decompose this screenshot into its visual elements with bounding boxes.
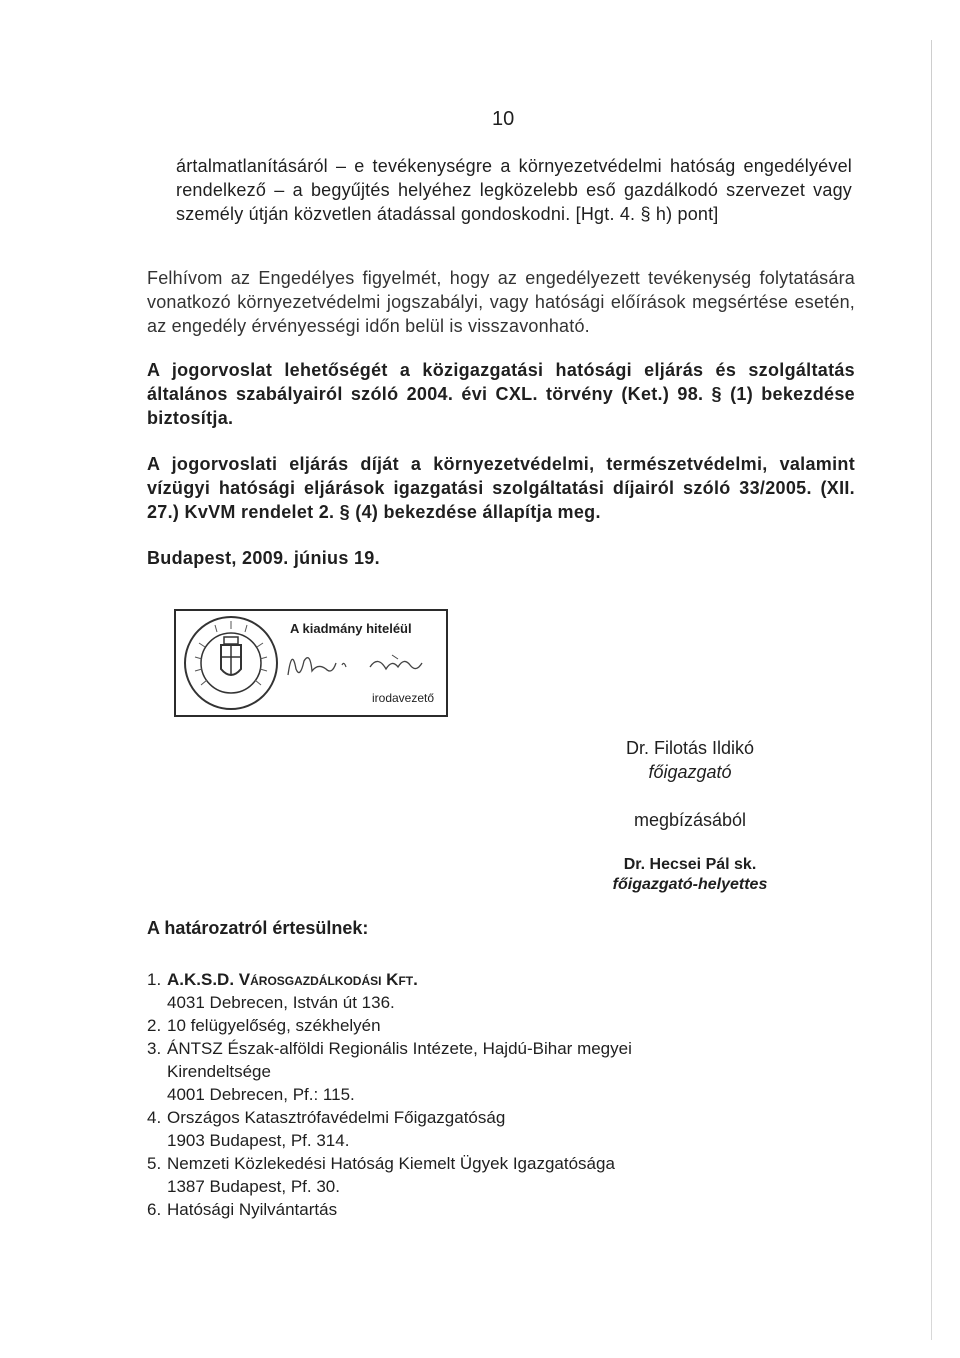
paragraph-legal-remedy: A jogorvoslat lehetőségét a közigazgatási hatósági eljárás és szolgáltatás általános szabályairól szóló 2004. évi CXL. törvény (Ket.) 98. § (1) bekezdése biztosítja. <box>147 360 855 428</box>
list-item <box>147 1106 855 1152</box>
recipients-heading: A határozatról értesülnek: <box>147 918 369 938</box>
recipient-address: 4031 Debrecen, István út 136. <box>167 993 395 1012</box>
list-item <box>147 1014 855 1037</box>
official-seal-icon <box>181 613 281 713</box>
issue-date: Budapest, 2009. június 19. <box>147 548 380 568</box>
item-number: 4. <box>147 1108 162 1127</box>
list-item <box>147 968 855 1014</box>
recipient-name: Országos Katasztrófavédelmi Főigazgatóság <box>167 1108 506 1127</box>
recipient-name: 10 felügyelőség, székhelyén <box>167 1016 381 1035</box>
deputy-title: főigazgató-helyettes <box>612 876 768 893</box>
item-number: 1. <box>147 970 162 989</box>
item-number: 2. <box>147 1016 162 1035</box>
on-behalf-of: megbízásából <box>633 810 747 830</box>
handwritten-signature <box>282 641 432 685</box>
item-number: 5. <box>147 1154 162 1173</box>
stamp-title: A kiadmány hiteléül <box>290 621 412 636</box>
recipient-address: 1387 Budapest, Pf. 30. <box>167 1177 340 1196</box>
signatory-name: Dr. Filotás Ildikó <box>625 738 755 758</box>
stamp-role: irodavezető <box>372 691 435 705</box>
authentication-stamp <box>174 609 448 717</box>
recipient-name: A.K.S.D. Városgazdálkodási Kft. <box>167 970 418 989</box>
page-number: 10 <box>492 108 515 130</box>
recipient-name: Nemzeti Közlekedési Hatóság Kiemelt Ügyek Igazgatósága <box>167 1154 615 1173</box>
page-edge-line <box>931 40 932 1340</box>
recipient-name-continued: Kirendeltsége <box>167 1062 271 1081</box>
signatory-title: főigazgató <box>648 762 732 782</box>
deputy-name: Dr. Hecsei Pál sk. <box>623 856 757 873</box>
item-number: 6. <box>147 1200 162 1219</box>
paragraph-remedy-fee: A jogorvoslati eljárás díját a környezetvédelmi, természetvédelmi, valamint vízügyi hatósági eljárások igazgatási szolgáltatási díjairól szóló 33/2005. (XII. 27.) KvVM rendelet 2. § (4) bekezdése állapítja meg. <box>147 454 855 522</box>
recipient-name: Hatósági Nyilvántartás <box>167 1200 338 1219</box>
list-item <box>147 1198 855 1221</box>
recipient-name: ÁNTSZ Észak-alföldi Regionális Intézete, Hajdú-Bihar megyei <box>167 1039 632 1058</box>
recipients-list <box>147 968 855 1221</box>
recipient-address: 4001 Debrecen, Pf.: 115. <box>167 1085 355 1104</box>
paragraph-disposal: ártalmatlanításáról – e tevékenységre a környezetvédelmi hatóság engedélyével rendelkező – a begyűjtés helyéhez legközelebb eső gazdálkodó szervezet vagy személy útján közvetlen átadással gondoskodni. [Hgt. 4. § h) pont] <box>176 156 852 224</box>
recipient-address: 1903 Budapest, Pf. 314. <box>167 1131 350 1150</box>
list-item <box>147 1152 855 1198</box>
paragraph-revocation-notice: Felhívom az Engedélyes figyelmét, hogy az engedélyezett tevékenység folytatására vonatkozó környezetvédelmi jogszabályi, vagy hatósági előírások megsértése esetén, az engedély érvényességi időn belül is visszavonható. <box>147 268 855 336</box>
item-number: 3. <box>147 1039 162 1058</box>
list-item <box>147 1037 855 1106</box>
